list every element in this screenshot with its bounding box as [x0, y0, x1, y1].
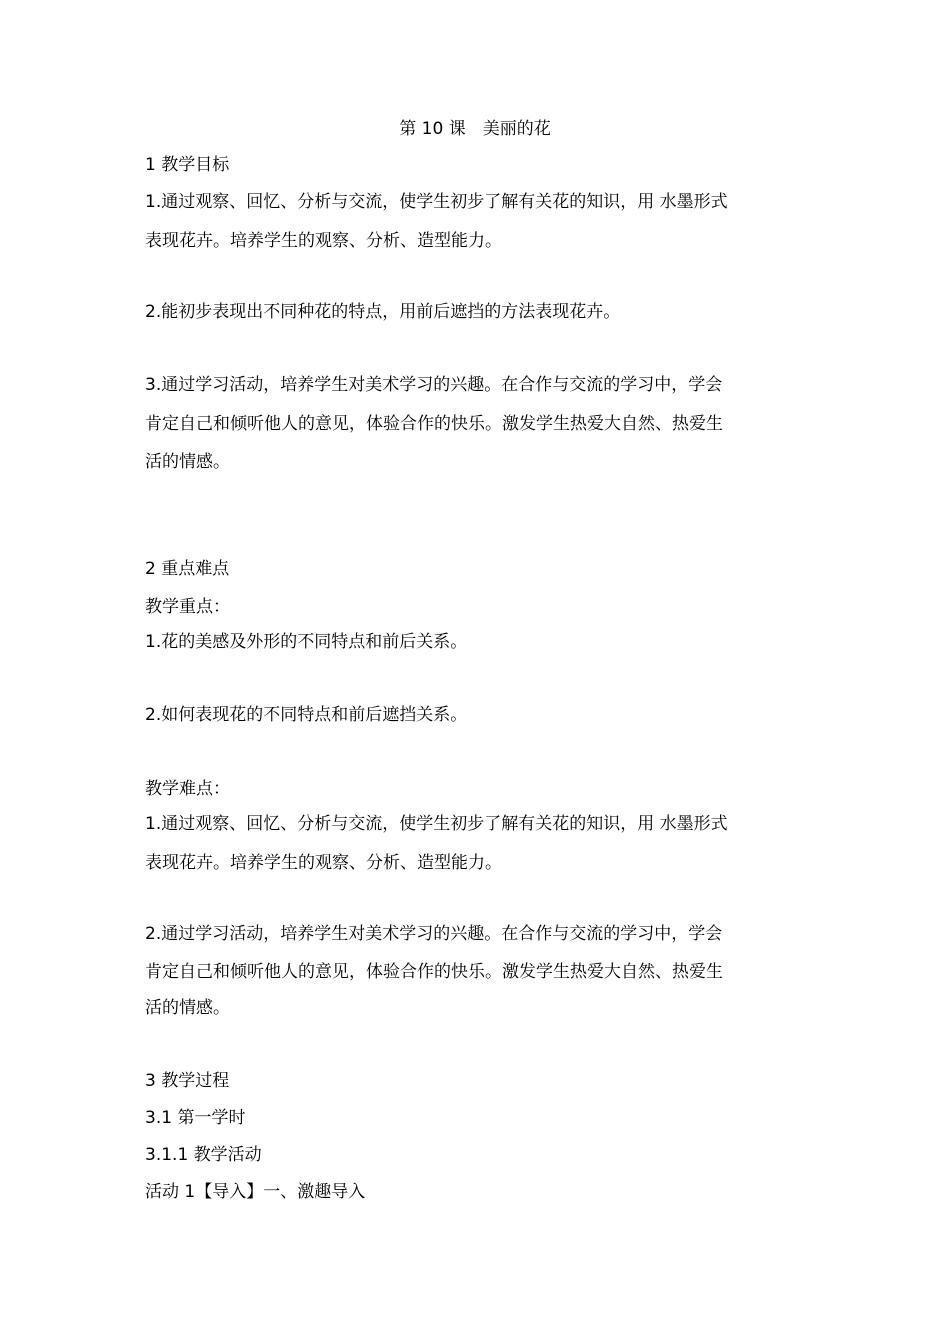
difficulties-label: 教学难点：	[145, 779, 230, 799]
objective-3-line-3: 活的情感。	[145, 452, 230, 472]
key-points-label: 教学重点：	[145, 597, 230, 617]
section-heading-key-points: 2 重点难点	[145, 559, 230, 579]
objective-3-line-1: 3.通过学习活动，培养学生对美术学习的兴趣。在合作与交流的学习中，学会	[145, 375, 723, 395]
difficulty-2-line-2: 肯定自己和倾听他人的意见，体验合作的快乐。激发学生热爱大自然、热爱生	[145, 962, 723, 982]
difficulty-1-line-1: 1.通过观察、回忆、分析与交流，使学生初步了解有关花的知识，用 水墨形式	[145, 814, 728, 834]
section-heading-process: 3 教学过程	[145, 1071, 230, 1091]
objective-3-line-2: 肯定自己和倾听他人的意见，体验合作的快乐。激发学生热爱大自然、热爱生	[145, 414, 723, 434]
key-point-2: 2.如何表现花的不同特点和前后遮挡关系。	[145, 705, 468, 725]
difficulty-1-line-2: 表现花卉。培养学生的观察、分析、造型能力。	[145, 853, 502, 873]
section-heading-objectives: 1 教学目标	[145, 155, 230, 175]
objective-1-line-2: 表现花卉。培养学生的观察、分析、造型能力。	[145, 231, 502, 251]
lesson-title: 第 10 课 美丽的花	[399, 119, 551, 139]
objective-1-line-1: 1.通过观察、回忆、分析与交流，使学生初步了解有关花的知识，用 水墨形式	[145, 192, 728, 212]
difficulty-2-line-3: 活的情感。	[145, 998, 230, 1018]
subsection-activities: 3.1.1 教学活动	[145, 1145, 262, 1165]
difficulty-2-line-1: 2.通过学习活动，培养学生对美术学习的兴趣。在合作与交流的学习中，学会	[145, 924, 723, 944]
objective-2: 2.能初步表现出不同种花的特点，用前后遮挡的方法表现花卉。	[145, 302, 621, 322]
subsection-first-period: 3.1 第一学时	[145, 1108, 246, 1128]
key-point-1: 1.花的美感及外形的不同特点和前后关系。	[145, 632, 468, 652]
activity-1: 活动 1【导入】一、激趣导入	[145, 1182, 366, 1202]
